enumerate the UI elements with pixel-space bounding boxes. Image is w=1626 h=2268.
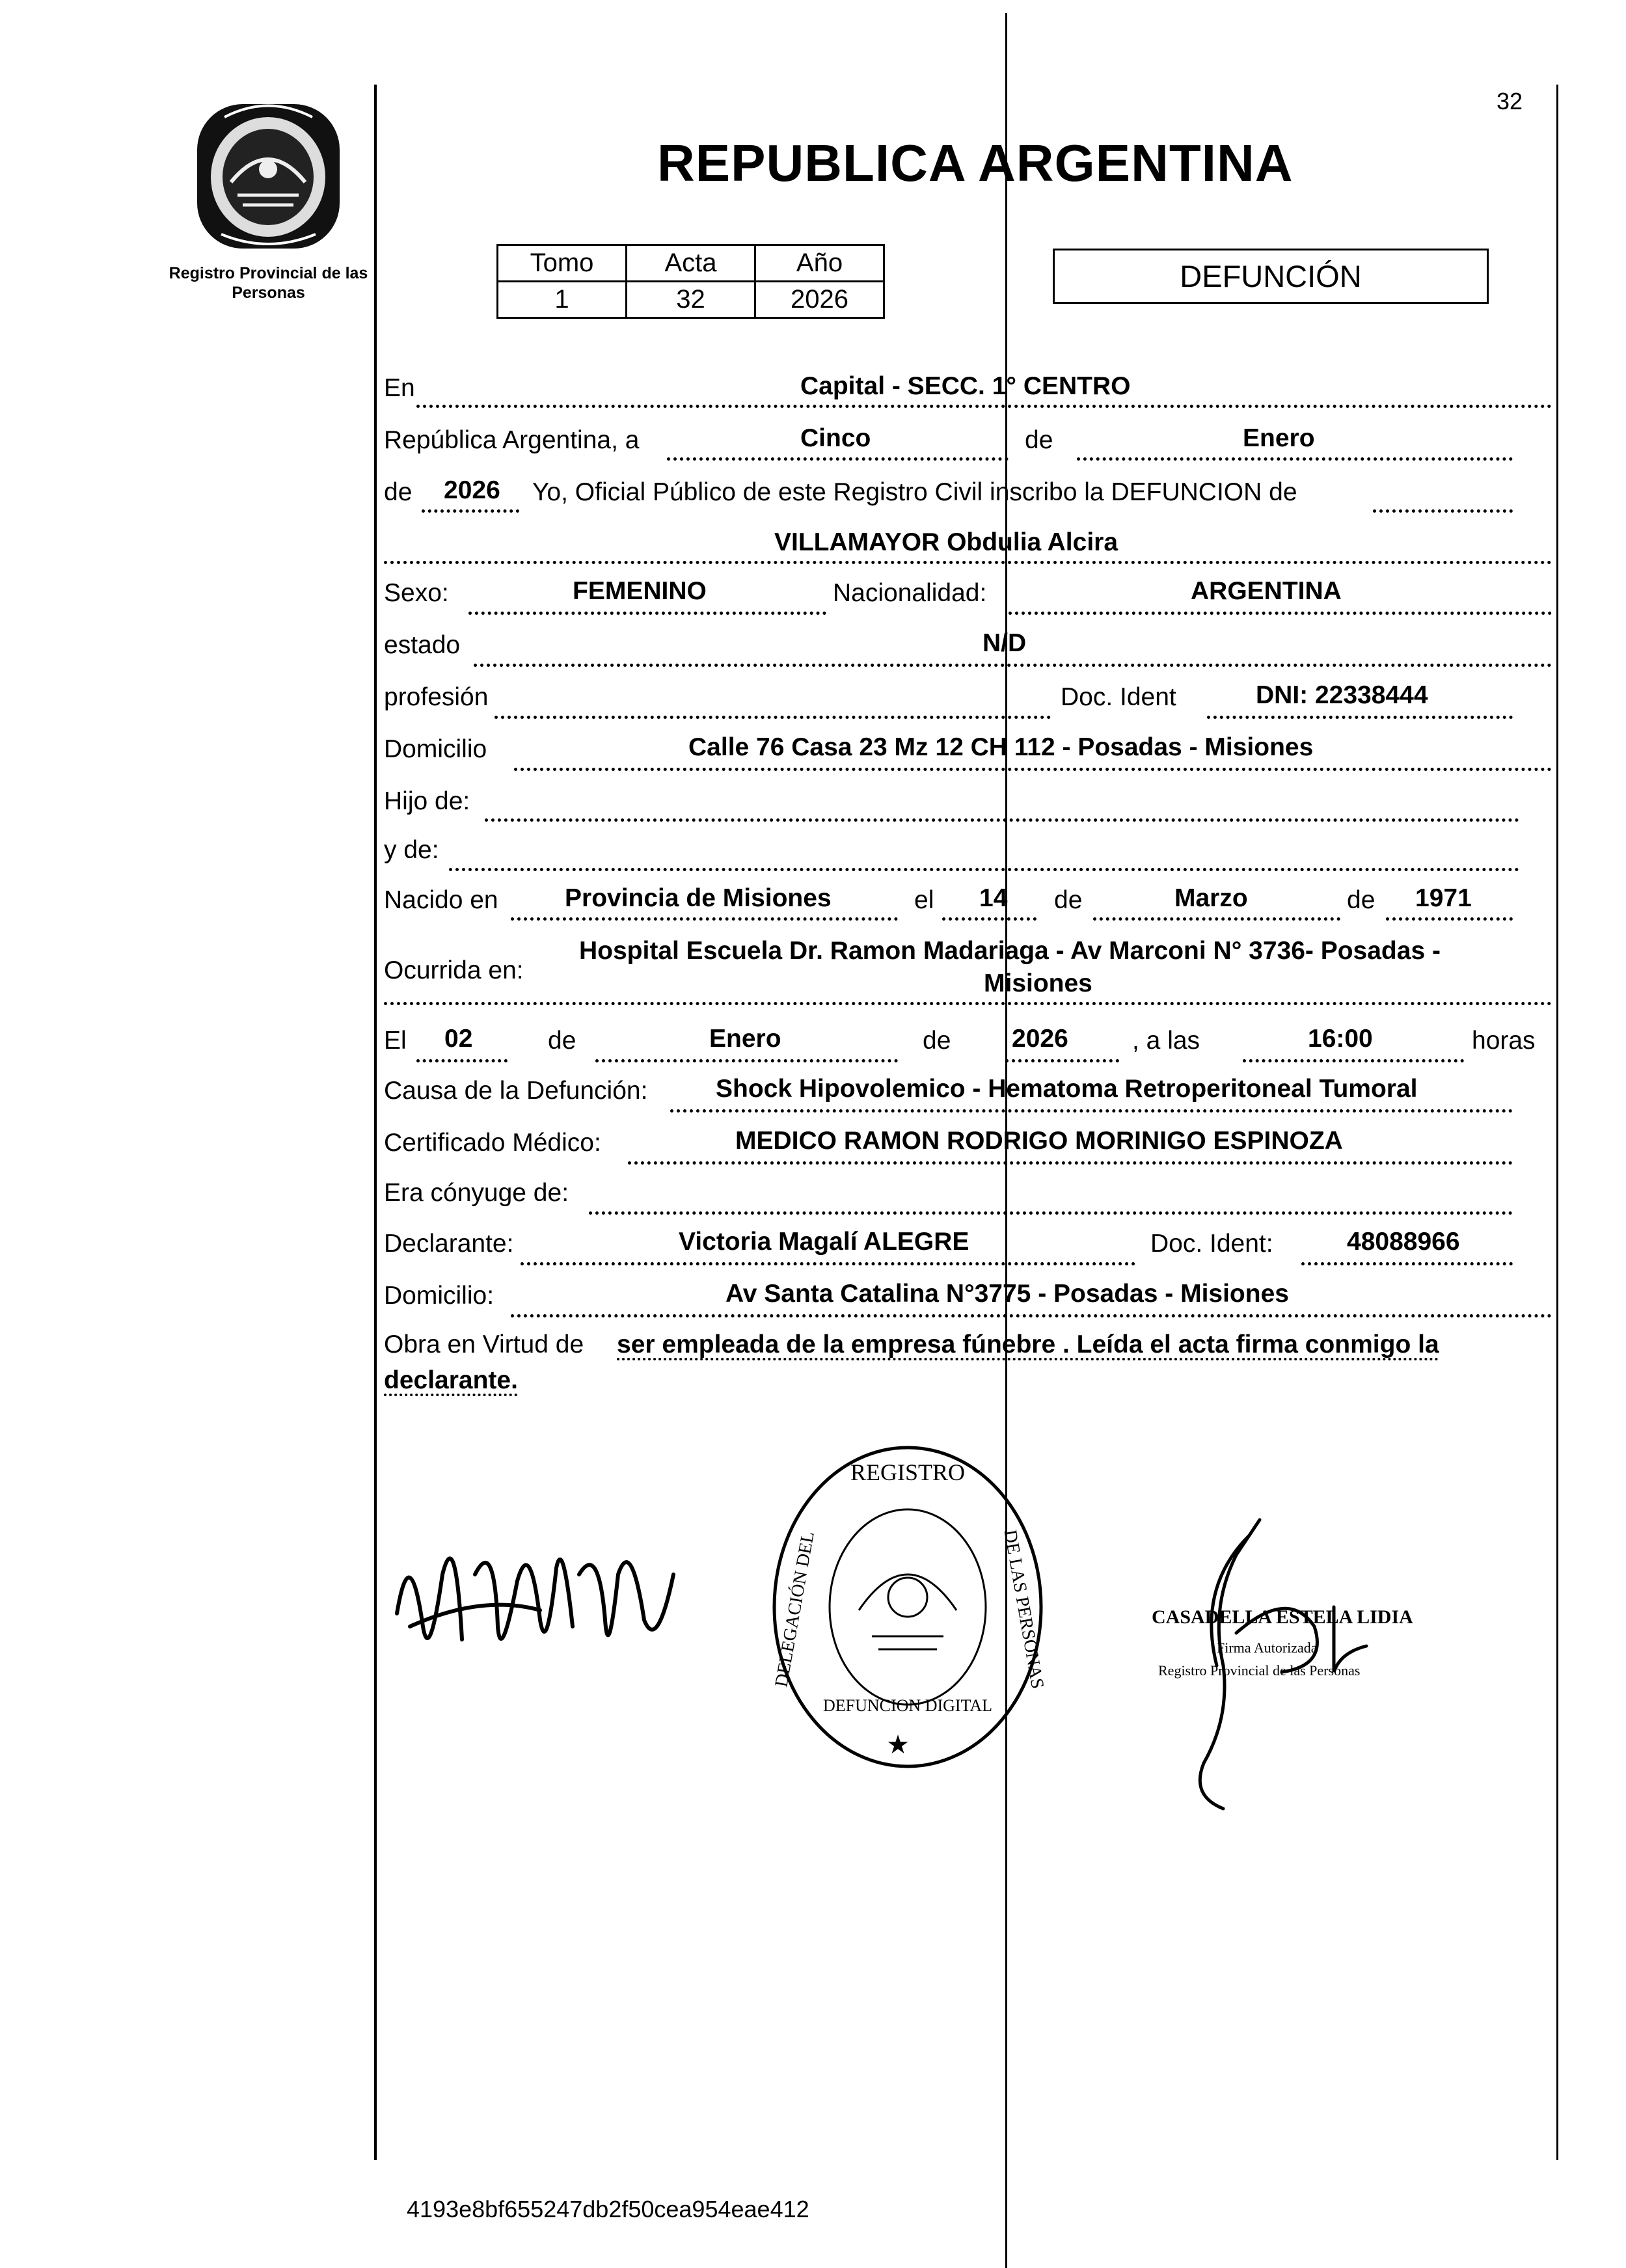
certificado-label: Certificado Médico: [384, 1129, 601, 1157]
profesion-dots [495, 716, 1051, 719]
nacido-day-dots [942, 917, 1037, 921]
doc-ident-dots [1207, 716, 1513, 719]
yo-de: de [384, 478, 413, 506]
doc-type-box: DEFUNCIÓN [1053, 249, 1489, 304]
fecha-hour-dots [1243, 1059, 1464, 1062]
stamp-top-text: REGISTRO [850, 1459, 966, 1485]
obra-value-a: ser empleada de la empresa fúnebre . Leída el acta firma conmigo la [617, 1330, 1439, 1358]
yde-label: y de: [384, 836, 439, 864]
tomo-acta-table [496, 244, 885, 319]
estado-value: N/D [982, 629, 1027, 657]
right-margin-line [1556, 85, 1558, 2160]
nacido-place: Provincia de Misiones [565, 884, 832, 912]
nacido-day: 14 [979, 884, 1008, 912]
hijo-dots [485, 818, 1519, 822]
doc-ident-value: DNI: 22338444 [1256, 681, 1428, 709]
page-title: REPUBLICA ARGENTINA [657, 134, 1294, 192]
sexo-value: FEMENINO [573, 577, 707, 605]
hijo-label: Hijo de: [384, 787, 470, 815]
stamp-right-text: DE LAS PERSONAS [999, 1528, 1048, 1691]
ocurrida-dots [384, 1002, 1552, 1005]
declarant-signature [384, 1496, 690, 1692]
causa-dots [670, 1109, 1513, 1113]
domicilio-dots [514, 768, 1552, 771]
nacido-place-dots [511, 917, 898, 921]
yo-year: 2026 [444, 476, 500, 504]
anio-value: 2026 [755, 282, 884, 318]
fecha-el: El [384, 1027, 407, 1055]
declarante-dots [521, 1262, 1135, 1265]
republica-de: de [1025, 426, 1053, 454]
en-dots [416, 405, 1552, 408]
yo-text: Yo, Oficial Público de este Registro Civil inscribo la DEFUNCION de [532, 478, 1297, 506]
obra-label: Obra en Virtud de [384, 1330, 584, 1358]
nacido-year: 1971 [1415, 884, 1472, 912]
fecha-month-dots [595, 1059, 898, 1062]
fecha-day-dots [416, 1059, 508, 1062]
ocurrida-line1: Hospital Escuela Dr. Ramon Madariaga - Av Marconi N° 3736- Posadas - [579, 937, 1441, 965]
certificado-value: MEDICO RAMON RODRIGO MORINIGO ESPINOZA [735, 1127, 1343, 1155]
nacionalidad-dots [1009, 612, 1552, 615]
republica-day-dots [667, 457, 1009, 461]
sexo-label: Sexo: [384, 579, 449, 607]
nacido-de2: de [1347, 886, 1375, 914]
nacionalidad-value: ARGENTINA [1191, 577, 1342, 605]
domicilio2-dots [511, 1314, 1552, 1317]
official-role: Firma Autorizada [1217, 1640, 1318, 1656]
fecha-hour: 16:00 [1308, 1025, 1373, 1053]
acta-header: Acta [627, 245, 755, 282]
ocurrida-label: Ocurrida en: [384, 956, 524, 984]
yo-end-dots [1373, 509, 1513, 513]
domicilio2-value: Av Santa Catalina N°3775 - Posadas - Misiones [725, 1280, 1289, 1308]
tomo-header: Tomo [498, 245, 627, 282]
nacido-el: el [914, 886, 934, 914]
anio-header: Año [755, 245, 884, 282]
fecha-month: Enero [709, 1025, 781, 1053]
yo-year-dots [422, 509, 519, 513]
declarante-doc-dots [1301, 1262, 1513, 1265]
nacido-de1: de [1054, 886, 1083, 914]
estado-label: estado [384, 631, 461, 659]
conyuge-label: Era cónyuge de: [384, 1179, 569, 1207]
declarante-doc-label: Doc. Ident: [1150, 1230, 1273, 1258]
republica-label: República Argentina, a [384, 426, 640, 454]
misiones-seal-icon [192, 98, 345, 254]
official-name: CASADELLA ESTELA LIDIA [1152, 1606, 1413, 1628]
stamp-bottom-text: DEFUNCION DIGITAL [822, 1696, 993, 1715]
fecha-horas: horas [1472, 1027, 1536, 1055]
declarante-doc-value: 48088966 [1347, 1228, 1460, 1256]
official-org: Registro Provincial de las Personas [1158, 1662, 1361, 1679]
causa-value: Shock Hipovolemico - Hematoma Retroperitoneal Tumoral [716, 1075, 1418, 1103]
sexo-dots [468, 612, 826, 615]
fecha-year-dots [1005, 1059, 1119, 1062]
nacido-month: Marzo [1174, 884, 1248, 912]
official-signature [1119, 1457, 1444, 1822]
yde-dots [449, 868, 1519, 871]
nacido-month-dots [1093, 917, 1340, 921]
declarante-label: Declarante: [384, 1230, 514, 1258]
fecha-de1: de [548, 1027, 576, 1055]
republica-month: Enero [1243, 424, 1315, 452]
nacido-label: Nacido en [384, 886, 498, 914]
stamp-left-text: DELEGACIÓN DEL [771, 1530, 819, 1689]
nacido-year-dots [1386, 917, 1513, 921]
fecha-day: 02 [444, 1025, 473, 1053]
document-hash: 4193e8bf655247db2f50cea954eae412 [407, 2196, 809, 2222]
deceased-name: VILLAMAYOR Obdulia Alcira [774, 528, 1118, 556]
fecha-de2: de [923, 1027, 951, 1055]
estado-dots [474, 664, 1552, 667]
page-number: 32 [1497, 88, 1523, 115]
obra-value-b: declarante. [384, 1366, 518, 1394]
left-margin-line [374, 85, 377, 2160]
causa-label: Causa de la Defunción: [384, 1077, 648, 1105]
en-label: En [384, 374, 415, 402]
domicilio2-label: Domicilio: [384, 1282, 495, 1310]
nacionalidad-label: Nacionalidad: [833, 579, 987, 607]
fecha-alas: , a las [1132, 1027, 1200, 1055]
nombre-dots [384, 561, 1552, 564]
republica-month-dots [1077, 457, 1513, 461]
ocurrida-line2: Misiones [984, 969, 1092, 997]
acta-value: 32 [627, 282, 755, 318]
tomo-value: 1 [498, 282, 627, 318]
doc-ident-label: Doc. Ident [1061, 683, 1176, 711]
domicilio-label: Domicilio [384, 735, 487, 763]
registry-label: Registro Provincial de las Personas [169, 264, 368, 302]
republica-day: Cinco [800, 424, 871, 452]
registry-stamp [768, 1441, 1048, 1779]
certificado-dots [628, 1161, 1513, 1165]
profesion-label: profesión [384, 683, 489, 711]
svg-text:★: ★ [886, 1730, 910, 1760]
en-value: Capital - SECC. 1° CENTRO [800, 372, 1131, 400]
domicilio-value: Calle 76 Casa 23 Mz 12 CH 112 - Posadas - Misiones [688, 733, 1314, 761]
declarante-value: Victoria Magalí ALEGRE [679, 1228, 969, 1256]
conyuge-dots [589, 1211, 1513, 1215]
fecha-year: 2026 [1012, 1025, 1068, 1053]
